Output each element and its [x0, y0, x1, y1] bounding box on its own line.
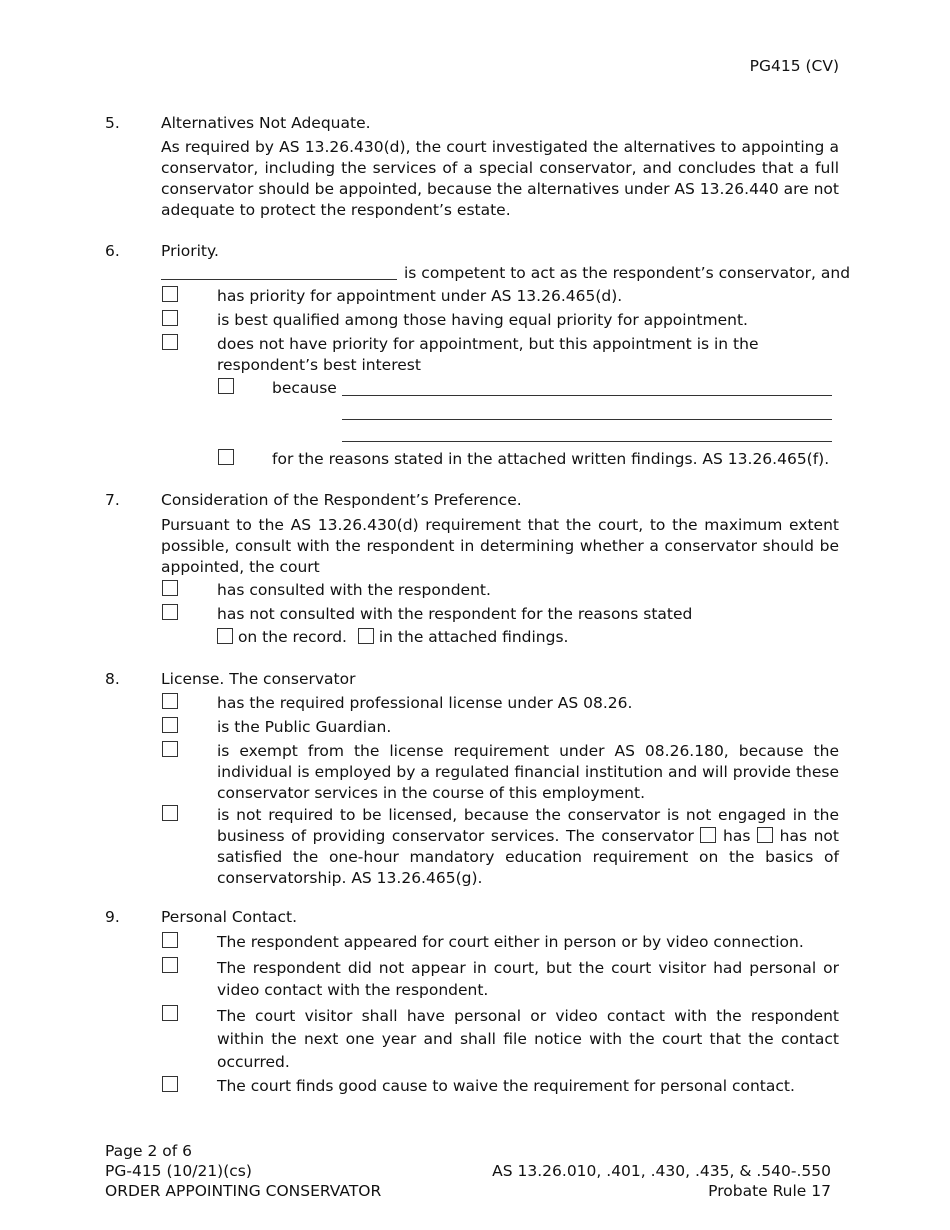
waive-checkbox[interactable]: [162, 1076, 178, 1092]
education-has-checkbox[interactable]: [700, 827, 716, 843]
not-required-label: [217, 805, 839, 889]
written-findings-checkbox[interactable]: [218, 449, 234, 465]
exempt-label: is exempt from the license requirement under AS 08.26.180, because the individual is employed by a regulated financial institution and will provide these conservator services in the course of this employment.: [217, 742, 839, 802]
priority-checkbox[interactable]: [162, 286, 178, 302]
education-has-not-checkbox[interactable]: [757, 827, 773, 843]
because-reason-line-1[interactable]: [342, 378, 832, 396]
priority-label: has priority for appointment under AS 13.26.465(d).: [217, 287, 623, 305]
public-guardian-label: is the Public Guardian.: [217, 718, 392, 736]
form-code: PG415 (CV): [749, 57, 839, 75]
not-required-text-b: has not satisfied the one-hour mandatory education requirement on the basics of conservatorship. AS 13.26.465(g).: [217, 827, 839, 887]
because-label: because: [272, 379, 337, 397]
section-5-number: 5.: [105, 114, 120, 132]
competent-text: is competent to act as the respondent’s conservator, and: [404, 264, 851, 282]
section-6-title: Priority.: [161, 242, 219, 260]
not-consulted-label: has not consulted with the respondent for the reasons stated: [217, 605, 693, 623]
on-record-checkbox[interactable]: [217, 628, 233, 644]
appeared-checkbox[interactable]: [162, 932, 178, 948]
not-required-text-a: is not required to be licensed, because the conservator is not engaged in the business of providing conservator services. The conservator: [217, 806, 839, 845]
footer-form: PG-415 (10/21)(cs): [105, 1162, 252, 1180]
because-reason-line-3[interactable]: [342, 424, 832, 442]
because-reason-line-2[interactable]: [342, 402, 832, 420]
written-findings-label: for the reasons stated in the attached written findings. AS 13.26.465(f).: [272, 450, 830, 468]
future-contact-checkbox[interactable]: [162, 1005, 178, 1021]
section-8-title: License. The conservator: [161, 670, 356, 688]
section-5-title: Alternatives Not Adequate.: [161, 114, 371, 132]
section-9-number: 9.: [105, 908, 120, 926]
exempt-checkbox[interactable]: [162, 741, 178, 757]
no-priority-label: does not have priority for appointment, but this appointment is in the respondent’s best interest: [217, 335, 759, 374]
footer-left: [105, 1141, 381, 1201]
not-consulted-checkbox[interactable]: [162, 604, 178, 620]
section-8-number: 8.: [105, 670, 120, 688]
section-6-number: 6.: [105, 242, 120, 260]
section-7-number: 7.: [105, 491, 120, 509]
footer-statutes: AS 13.26.010, .401, .430, .435, & .540-.550: [492, 1162, 831, 1180]
best-qualified-label: is best qualified among those having equal priority for appointment.: [217, 311, 748, 329]
best-qualified-checkbox[interactable]: [162, 310, 178, 326]
visitor-contact-label: The respondent did not appear in court, but the court visitor had personal or video contact with the respondent.: [217, 959, 839, 999]
visitor-contact-checkbox[interactable]: [162, 957, 178, 973]
footer-title: ORDER APPOINTING CONSERVATOR: [105, 1182, 382, 1200]
not-consulted-reasons: [217, 628, 568, 646]
license-label: has the required professional license under AS 08.26.: [217, 694, 633, 712]
attached-findings-label: in the attached findings.: [378, 628, 569, 646]
future-contact-label: The court visitor shall have personal or video contact with the respondent within the next one year and shall file notice with the court that the contact occurred.: [217, 1007, 839, 1071]
no-priority-checkbox[interactable]: [162, 334, 178, 350]
appeared-label: The respondent appeared for court either in person or by video connection.: [217, 933, 804, 951]
public-guardian-checkbox[interactable]: [162, 717, 178, 733]
section-7-title: Consideration of the Respondent’s Preference.: [161, 491, 522, 509]
waive-label: The court finds good cause to waive the requirement for personal contact.: [217, 1077, 795, 1095]
consulted-checkbox[interactable]: [162, 580, 178, 596]
section-9-title: Personal Contact.: [161, 908, 298, 926]
attached-findings-checkbox[interactable]: [358, 628, 374, 644]
section-5-text: As required by AS 13.26.430(d), the court investigated the alternatives to appointing a conservator, including the services of a special conservator, and concludes that a full conservator should be appointed, because the alternatives under AS 13.26.440 are not adequate to protect the respondent’s estate.: [161, 138, 839, 219]
because-checkbox[interactable]: [218, 378, 234, 394]
license-checkbox[interactable]: [162, 693, 178, 709]
section-7-text: Pursuant to the AS 13.26.430(d) requirement that the court, to the maximum extent possible, consult with the respondent in determining whether a conservator should be appointed, the court: [161, 516, 839, 576]
consulted-label: has consulted with the respondent.: [217, 581, 491, 599]
education-has-label: has: [723, 827, 751, 845]
conservator-name-field[interactable]: [161, 262, 397, 280]
footer-page: Page 2 of 6: [105, 1142, 192, 1160]
on-record-label: on the record.: [237, 628, 347, 646]
footer-right: [492, 1161, 831, 1201]
not-required-checkbox[interactable]: [162, 805, 178, 821]
footer-rule: Probate Rule 17: [708, 1182, 831, 1200]
